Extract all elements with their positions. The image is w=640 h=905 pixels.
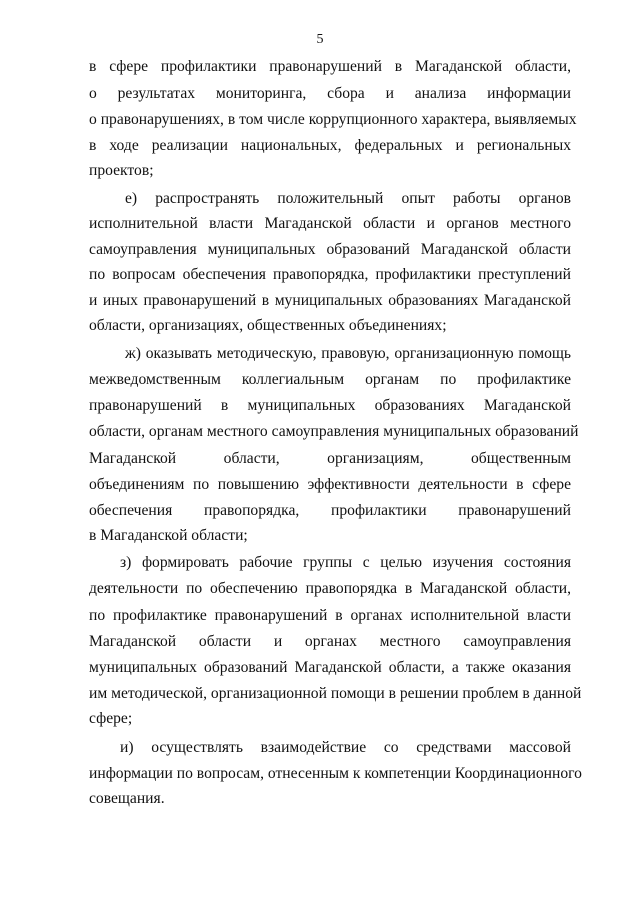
text-line: по профилактике правонарушений в органах исполнительной власти <box>89 607 571 624</box>
text-line: сфере; <box>89 710 133 727</box>
paragraph-z-first-line: з) формировать рабочие группы с целью изучения состояния <box>120 554 571 571</box>
text-line: информации по вопросам, отнесенным к компетенции Координационного <box>89 765 582 782</box>
paragraph-i-first-line: и) осуществлять взаимодействие со средствами массовой <box>120 739 571 756</box>
text-line: деятельности по обеспечению правопорядка в Магаданской области, <box>89 580 571 597</box>
text-line: по вопросам обеспечения правопорядка, профилактики преступлений <box>89 266 571 283</box>
text-line: исполнительной власти Магаданской области и органов местного <box>89 215 571 232</box>
paragraph-e-first-line: е) распространять положительный опыт работы органов <box>125 190 571 207</box>
text-line: в Магаданской области; <box>89 527 248 544</box>
text-line: муниципальных образований Магаданской области, а также оказания <box>89 659 571 676</box>
text-line: области, органам местного самоуправления муниципальных образований <box>89 423 579 440</box>
text-line: самоуправления муниципальных образований Магаданской области <box>89 241 571 258</box>
text-line: совещания. <box>89 790 165 807</box>
text-line: в ходе реализации национальных, федеральных и региональных <box>89 137 571 154</box>
text-line: проектов; <box>89 162 154 179</box>
text-line: им методической, организационной помощи в решении проблем в данной <box>89 685 582 702</box>
text-line: Магаданской области, организациям, общественным <box>89 450 571 467</box>
text-line: и иных правонарушений в муниципальных образованиях Магаданской <box>89 292 571 309</box>
text-line: о правонарушениях, в том числе коррупционного характера, выявляемых <box>89 111 577 128</box>
text-line: о результатах мониторинга, сбора и анализа информации <box>89 85 571 102</box>
text-line: обеспечения правопорядка, профилактики правонарушений <box>89 502 571 519</box>
text-line: области, организациях, общественных объединениях; <box>89 317 447 334</box>
text-line: объединениям по повышению эффективности деятельности в сфере <box>89 476 571 493</box>
page-number: 5 <box>316 32 324 47</box>
text-line: в сфере профилактики правонарушений в Магаданской области, <box>89 58 571 75</box>
text-line: Магаданской области и органах местного самоуправления <box>89 633 571 650</box>
text-line: правонарушений в муниципальных образованиях Магаданской <box>89 397 571 414</box>
paragraph-zh-first-line: ж) оказывать методическую, правовую, организационную помощь <box>125 345 571 362</box>
text-line: межведомственным коллегиальным органам по профилактике <box>89 371 571 388</box>
